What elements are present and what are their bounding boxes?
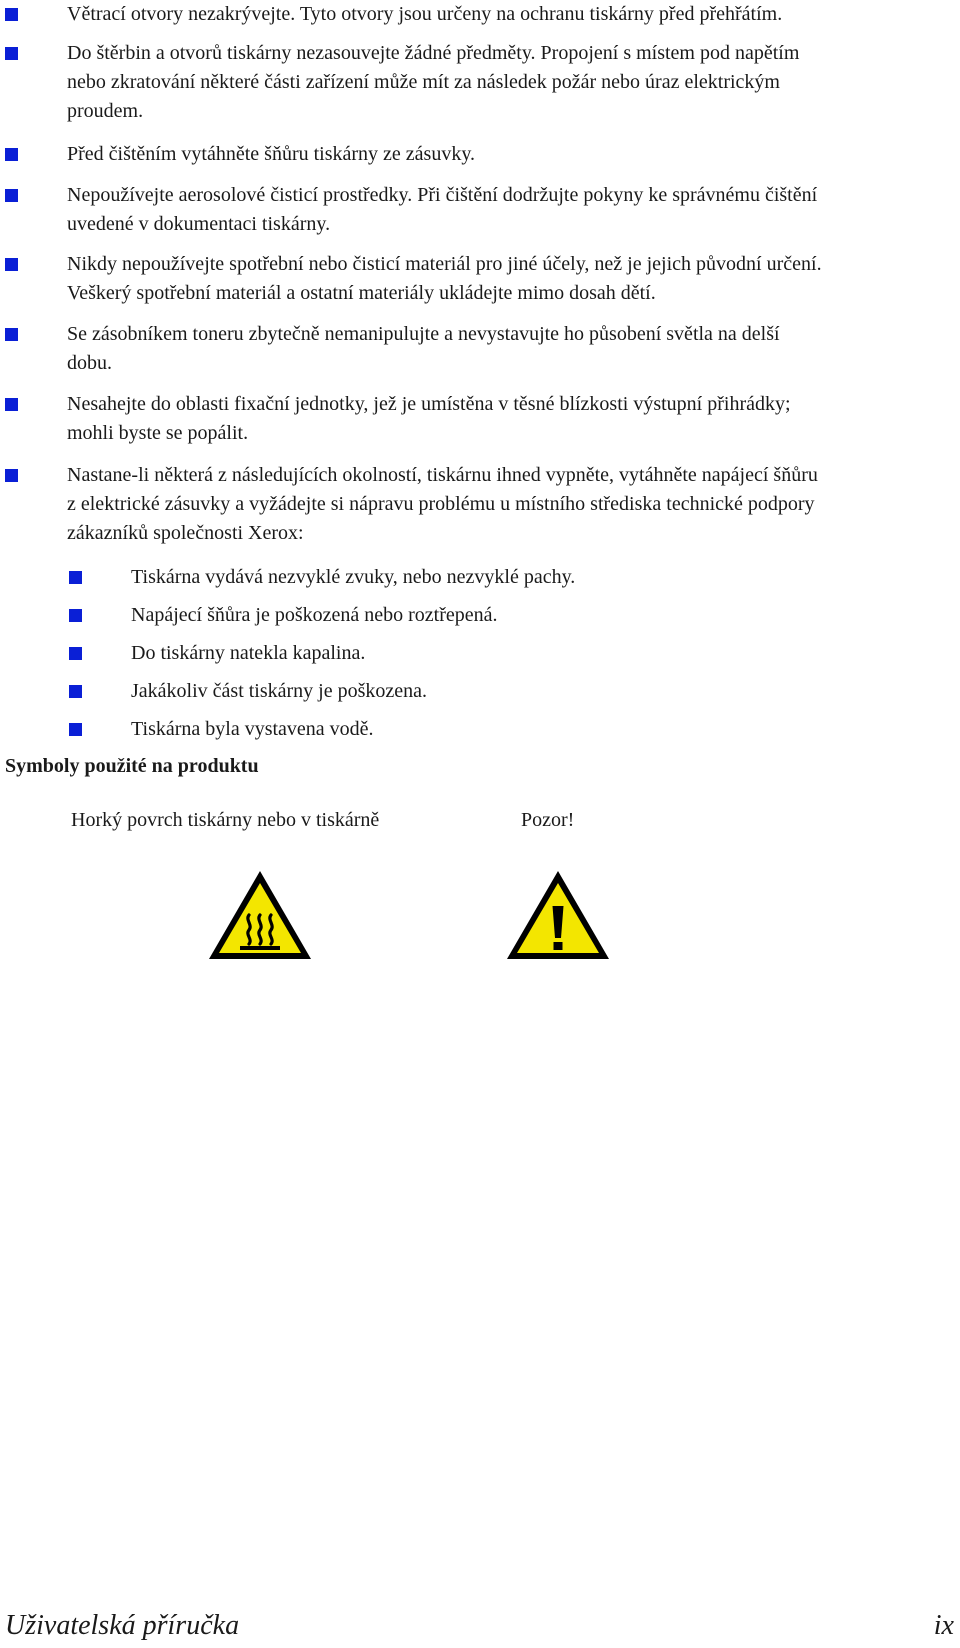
- square-bullet-icon: [69, 609, 82, 622]
- list-item-text: Se zásobníkem toneru zbytečně nemanipulujte a nevystavujte ho působení světla na delší dobu.: [67, 323, 780, 374]
- square-bullet-icon: [5, 148, 18, 161]
- list-item-text: Nepoužívejte aerosolové čisticí prostředky. Při čištění dodržujte pokyny ke správnému čištění uvedené v dokumentaci tiskárny.: [67, 184, 818, 235]
- footer-manual-title: Uživatelská příručka: [5, 1610, 240, 1641]
- square-bullet-icon: [69, 723, 82, 736]
- square-bullet-icon: [5, 47, 18, 60]
- square-bullet-icon: [69, 647, 82, 660]
- caution-label: Pozor!: [521, 809, 575, 831]
- sub-list-item-text: Tiskárna vydává nezvyklé zvuky, nebo nezvyklé pachy.: [131, 566, 576, 588]
- square-bullet-icon: [5, 328, 18, 341]
- square-bullet-icon: [5, 469, 18, 482]
- sub-list-item-text: Jakákoliv část tiskárny je poškozena.: [131, 680, 428, 702]
- list-item-text: Před čištěním vytáhněte šňůru tiskárny ze zásuvky.: [67, 143, 476, 165]
- list-item-text: Větrací otvory nezakrývejte. Tyto otvory jsou určeny na ochranu tiskárny před přehřátím.: [67, 3, 783, 25]
- hot-surface-label: Horký povrch tiskárny nebo v tiskárně: [71, 809, 380, 831]
- list-item-text: Nastane-li některá z následujících okolností, tiskárnu ihned vypněte, vytáhněte napájecí šňůru z elektrické zásuvky a vyžádejte si nápravu problému u místního střediska technické podpory zákazníků společnosti Xerox:: [67, 464, 818, 544]
- sub-list-item-text: Tiskárna byla vystavena vodě.: [131, 718, 374, 740]
- footer-page-number: ix: [933, 1610, 954, 1641]
- hot-surface-warning-icon: [206, 868, 314, 967]
- square-bullet-icon: [69, 685, 82, 698]
- sub-list-item-text: Do tiskárny natekla kapalina.: [131, 642, 366, 664]
- list-item-text: Do štěrbin a otvorů tiskárny nezasouvejte žádné předměty. Propojení s místem pod napětím nebo zkratování některé části zařízení může mít za následek požár nebo úraz elektrickým proudem.: [67, 42, 800, 122]
- sub-list-item-text: Napájecí šňůra je poškozená nebo roztřepená.: [131, 604, 498, 626]
- square-bullet-icon: [5, 398, 18, 411]
- square-bullet-icon: [5, 8, 18, 21]
- list-item-text: Nesahejte do oblasti fixační jednotky, jež je umístěna v těsné blízkosti výstupní přihrádky; mohli byste se popálit.: [67, 393, 791, 444]
- square-bullet-icon: [5, 189, 18, 202]
- list-item-text: Nikdy nepoužívejte spotřební nebo čisticí materiál pro jiné účely, než je jejich původní určení. Veškerý spotřební materiál a ostatní materiály ukládejte mimo dosah dětí.: [67, 253, 822, 304]
- symbols-heading: Symboly použité na produktu: [5, 755, 259, 777]
- caution-exclamation-icon: [504, 868, 612, 967]
- square-bullet-icon: [69, 571, 82, 584]
- square-bullet-icon: [5, 258, 18, 271]
